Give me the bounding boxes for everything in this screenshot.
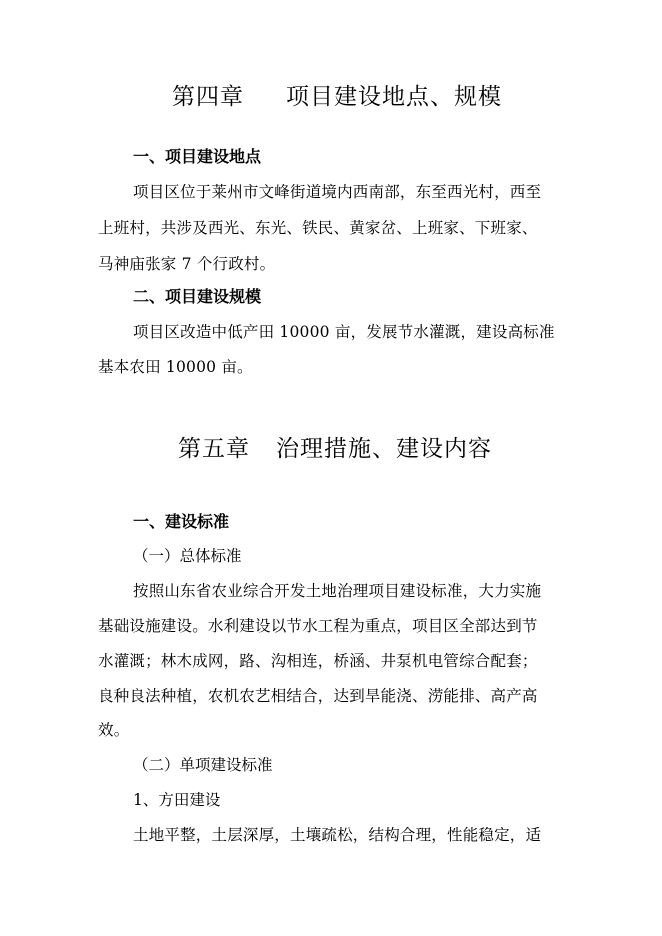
chapter-5-number: 第五章 (178, 436, 250, 462)
paragraph-line: 良种良法种植，农机农艺相结合，达到旱能浇、涝能排、高产高 (98, 687, 538, 705)
section-heading-scale: 二、项目建设规模 (133, 287, 262, 306)
paragraph-line: 效。 (98, 721, 130, 739)
paragraph-line: 基本农田 10000 亩。 (98, 358, 253, 376)
paragraph-line: 基础设施建设。水利建设以节水工程为重点，项目区全部达到节 (98, 617, 538, 635)
paragraph-line: 上班村，共涉及西光、东光、铁民、黄家岔、上班家、下班家、 (98, 219, 538, 237)
chapter-5-title (178, 438, 492, 461)
paragraph-line: 项目区改造中低产田 10000 亩，发展节水灌溉，建设高标准 (133, 323, 555, 341)
item-heading-field: 1、方田建设 (133, 791, 221, 809)
paragraph-line: 水灌溉；林木成网，路、沟相连，桥涵、井泵机电管综合配套； (98, 652, 538, 670)
paragraph-line: 马神庙张家 7 个行政村。 (98, 255, 276, 273)
paragraph-line: 土地平整，土层深厚，土壤疏松，结构合理，性能稳定，适 (133, 826, 542, 844)
chapter-4-number: 第四章 (172, 84, 244, 110)
chapter-5-name: 治理措施、建设内容 (276, 436, 492, 462)
subsection-heading-items: （二）单项建设标准 (133, 756, 273, 774)
paragraph-line: 项目区位于莱州市文峰街道境内西南部，东至西光村，西至 (133, 183, 542, 201)
chapter-4-title (172, 86, 502, 109)
section-heading-location: 一、项目建设地点 (133, 147, 262, 166)
subsection-heading-overall: （一）总体标准 (133, 547, 242, 565)
chapter-4-name: 项目建设地点、规模 (286, 84, 502, 110)
paragraph-line: 按照山东省农业综合开发土地治理项目建设标准，大力实施 (133, 582, 542, 600)
section-heading-standards: 一、建设标准 (133, 512, 230, 531)
